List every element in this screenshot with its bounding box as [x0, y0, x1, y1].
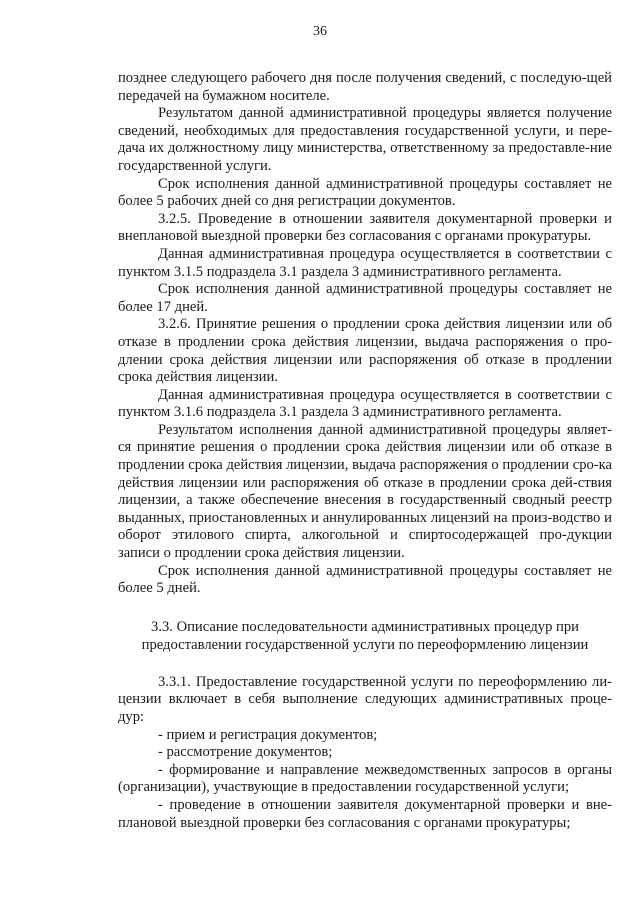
- paragraph-procedure-3-1-5: Данная административная процедура осуществляется в соответствии с пунктом 3.1.5 подраздела 3.1 раздела 3 административного регламента.: [118, 245, 612, 280]
- section-heading-3-3: 3.3. Описание последовательности административных процедур при предоставлении государственной услуги по переоформлению лицензии: [141, 618, 589, 653]
- list-item: - рассмотрение документов;: [158, 744, 333, 761]
- list-item: - формирование и направление межведомственных запросов в органы (организации), участвующие в предоставлении государственной услуги;: [118, 761, 612, 796]
- paragraph-result-info: Результатом данной административной процедуры является получение сведений, необходимых для предоставления государственной услуги, и пере-дача их должностному лицу министерства, ответственному за предоставле-ние государственной услуги.: [118, 105, 612, 174]
- paragraph-3-2-6: 3.2.6. Принятие решения о продлении срока действия лицензии или об отказе в продлении срока действия лицензии, выдача распоряжения о про-длении срока действия лицензии или распоряжения об отказе в продлении срока действия лицензии.: [118, 316, 612, 386]
- paragraph-procedure-3-1-6: Данная административная процедура осуществляется в соответствии с пунктом 3.1.6 подраздела 3.1 раздела 3 административного регламента.: [118, 386, 612, 421]
- list-item: - проведение в отношении заявителя документарной проверки и вне-плановой выездной проверки без согласования с органами прокуратуры;: [118, 796, 612, 831]
- list-item: - прием и регистрация документов;: [158, 726, 378, 743]
- paragraph-result-extension: Результатом исполнения данной административной процедуры являет-ся принятие решения о продлении срока действия лицензии или об отказе в продлении срока действия лицензии, выдача распоряжения о продлении сро-ка действия лицензии или распоряжения об отказе в продлении срока дей-ствия лицензии, а также обеспечение внесения в государственный сводный реестр выданных, приостановленных и аннулированных лицензий на произ-водство и оборот этилового спирта, алкогольной и спиртосодержащей про-дукции записи о продлении срока действия лицензии.: [118, 421, 612, 562]
- paragraph-term-17-days: Срок исполнения данной административной процедуры составляет не более 17 дней.: [118, 281, 612, 315]
- paragraph-term-5-days: Срок исполнения данной административной процедуры составляет не более 5 дней.: [118, 562, 612, 597]
- paragraph-3-3-1: 3.3.1. Предоставление государственной услуги по переоформлению ли-цензии включает в себя выполнение следующих административных проце-дур:: [118, 673, 612, 725]
- paragraph-continuation: позднее следующего рабочего дня после получения сведений, с последую-щей передачей на бумажном носителе.: [118, 70, 612, 104]
- page-number: 36: [313, 24, 327, 39]
- paragraph-3-2-5: 3.2.5. Проведение в отношении заявителя документарной проверки и внеплановой выездной проверки без согласования с органами прокуратуры.: [118, 210, 612, 245]
- document-body: [118, 70, 612, 832]
- paragraph-term-5-working-days: Срок исполнения данной административной процедуры составляет не более 5 рабочих дней со дня регистрации документов.: [118, 175, 612, 210]
